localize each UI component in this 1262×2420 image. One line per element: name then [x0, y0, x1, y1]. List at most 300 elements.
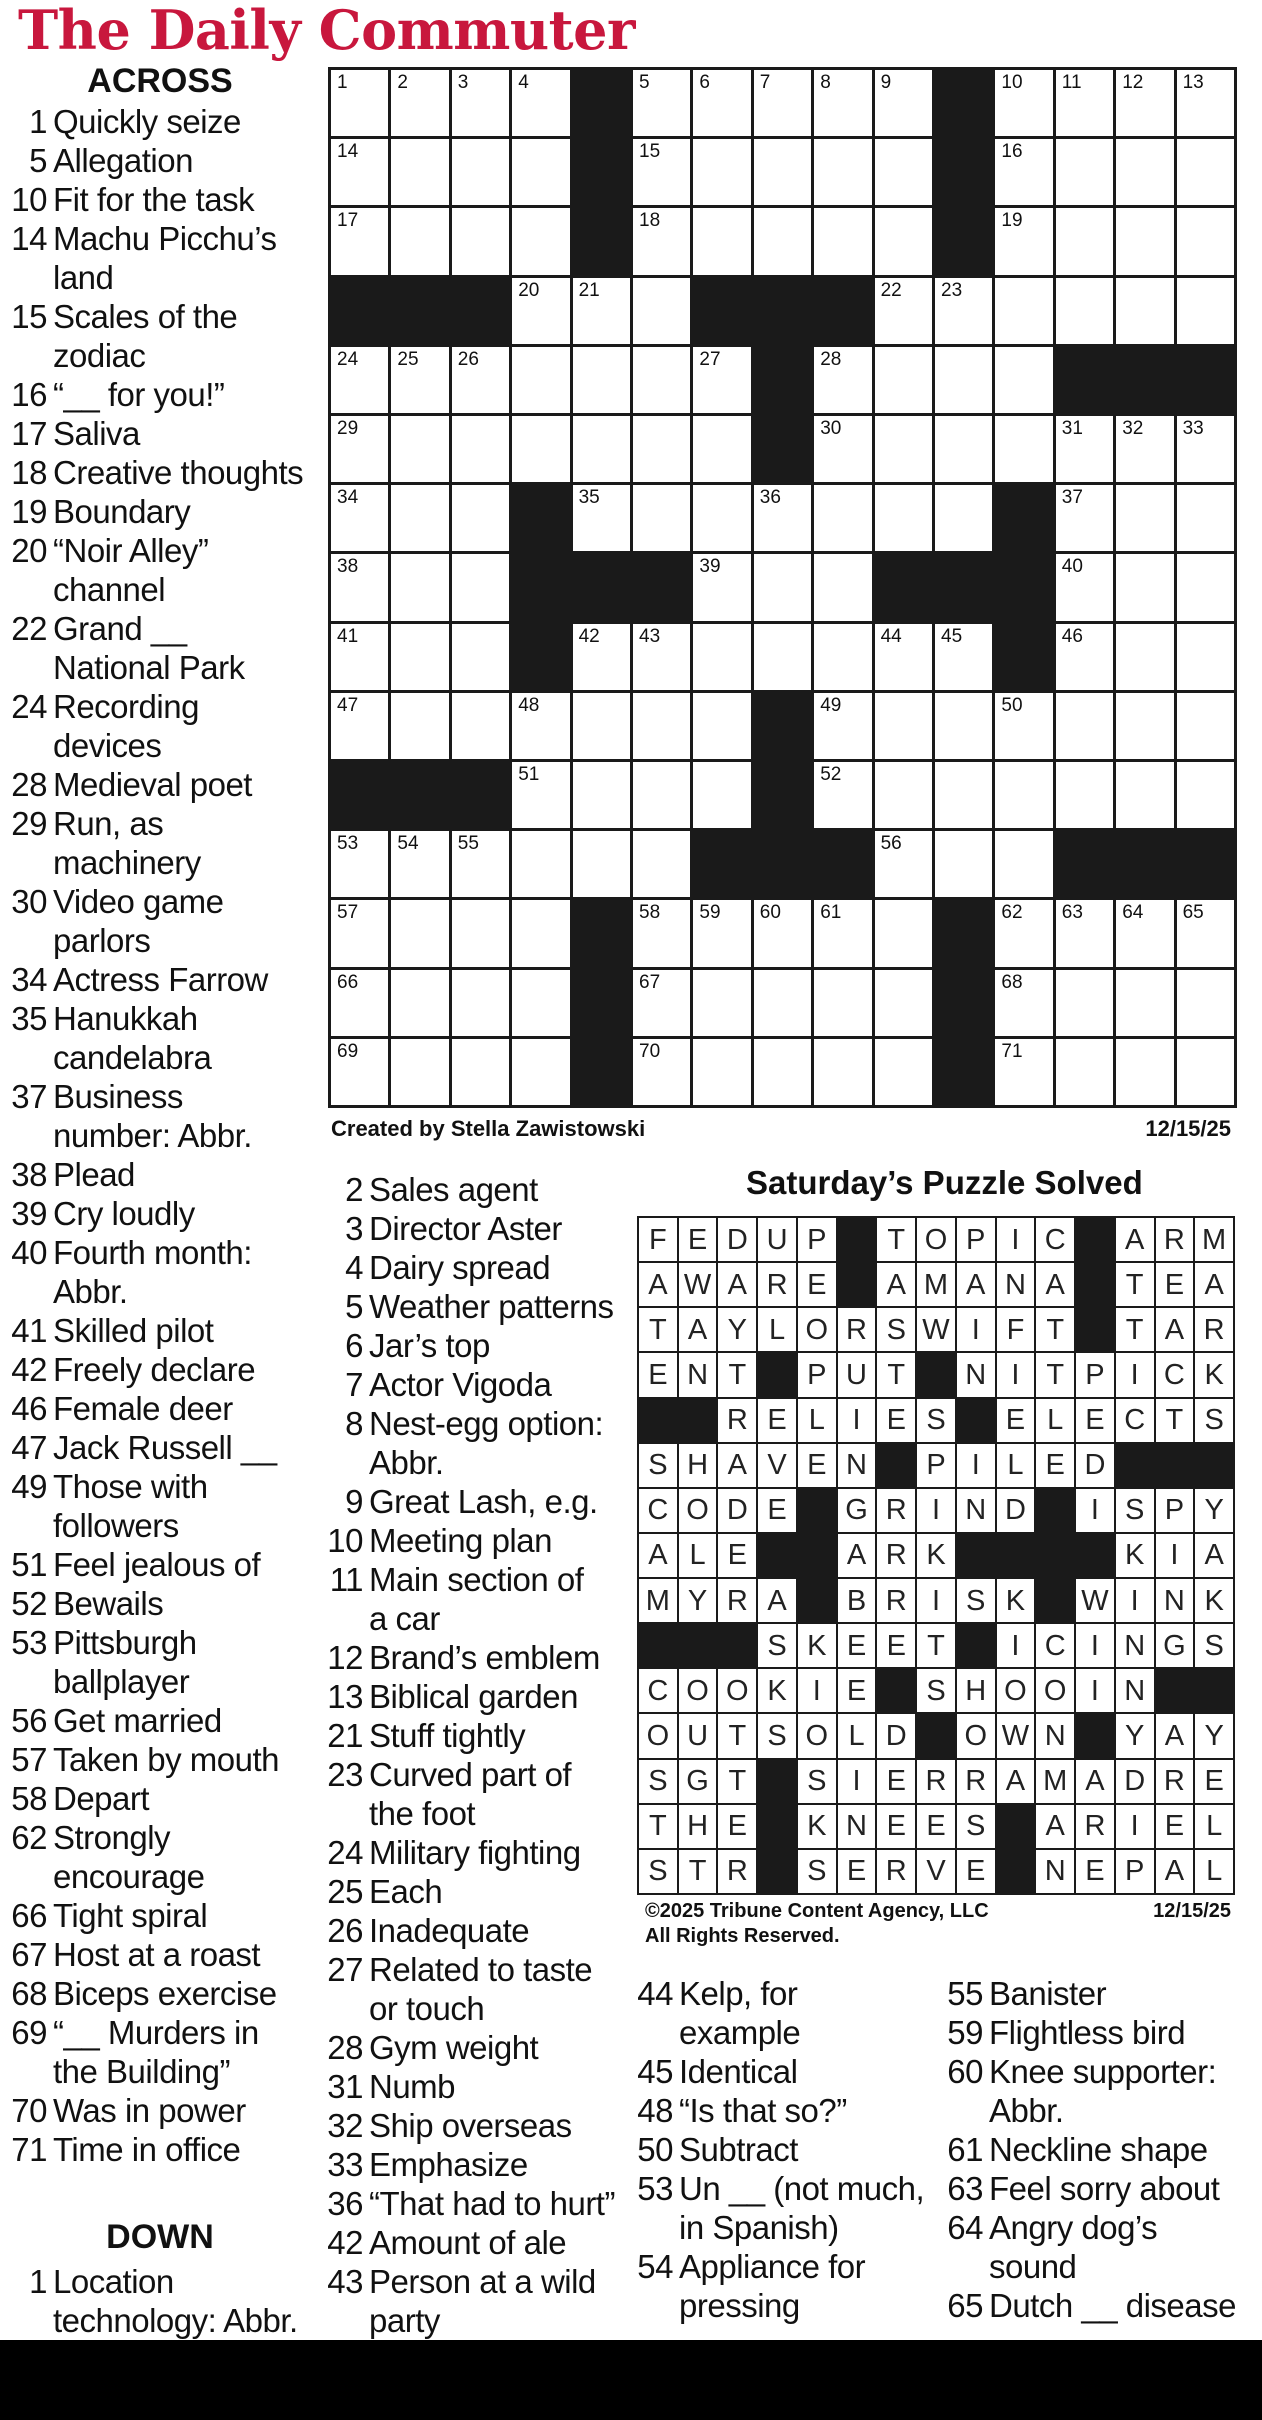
grid-cell[interactable] — [391, 347, 448, 413]
grid-cell[interactable] — [875, 139, 932, 205]
grid-cell[interactable] — [754, 970, 811, 1036]
clue-number: 20 — [11, 532, 47, 569]
grid-cell[interactable] — [1056, 1039, 1113, 1105]
solution-cell — [1076, 1850, 1114, 1893]
grid-cell[interactable] — [875, 485, 932, 551]
grid-cell[interactable] — [814, 624, 871, 690]
grid-cell[interactable] — [331, 693, 388, 759]
grid-cell[interactable] — [935, 693, 992, 759]
grid-cell[interactable] — [452, 900, 509, 966]
grid-cell[interactable] — [1056, 485, 1113, 551]
grid-cell[interactable] — [754, 624, 811, 690]
solution-cell — [997, 1399, 1035, 1442]
cell-number: 8 — [820, 72, 831, 93]
grid-cell[interactable] — [1177, 70, 1234, 136]
grid-cell[interactable] — [573, 693, 630, 759]
solution-cell — [877, 1534, 915, 1577]
grid-cell[interactable] — [1056, 139, 1113, 205]
solution-cell — [679, 1308, 717, 1351]
clue-text: Sales agent — [369, 1171, 538, 1208]
grid-cell[interactable] — [452, 831, 509, 897]
grid-cell[interactable] — [633, 208, 690, 274]
grid-cell[interactable] — [512, 208, 569, 274]
grid-cell[interactable] — [512, 970, 569, 1036]
clue — [8, 180, 254, 219]
grid-cell[interactable] — [512, 900, 569, 966]
grid-cell[interactable] — [452, 485, 509, 551]
clue-text: Saliva — [53, 415, 140, 452]
grid-cell[interactable] — [814, 70, 871, 136]
solution-letter: P — [1124, 1855, 1145, 1888]
grid-cell[interactable] — [754, 485, 811, 551]
solution-cell — [679, 1218, 717, 1261]
grid-cell[interactable] — [935, 485, 992, 551]
grid-cell[interactable] — [875, 970, 932, 1036]
grid-cell[interactable] — [452, 554, 509, 620]
solution-cell — [838, 1579, 876, 1622]
grid-cell[interactable] — [935, 347, 992, 413]
clue-text: Recording devices — [53, 688, 199, 764]
solution-cell — [718, 1263, 756, 1306]
grid-cell[interactable] — [573, 762, 630, 828]
solution-letter: R — [766, 1268, 788, 1301]
grid-cell[interactable] — [1116, 485, 1173, 551]
grid-cell[interactable] — [452, 970, 509, 1036]
grid-cell[interactable] — [814, 900, 871, 966]
black-square — [391, 762, 448, 828]
solution-cell — [718, 1760, 756, 1803]
grid-cell[interactable] — [633, 485, 690, 551]
grid-cell[interactable] — [1056, 278, 1113, 344]
grid-cell[interactable] — [1056, 624, 1113, 690]
grid-cell[interactable] — [331, 1039, 388, 1105]
grid-cell[interactable] — [875, 831, 932, 897]
grid-cell[interactable] — [391, 624, 448, 690]
grid-cell[interactable] — [693, 485, 750, 551]
grid-cell[interactable] — [1116, 900, 1173, 966]
grid-cell[interactable] — [693, 970, 750, 1036]
solution-letter: T — [887, 1223, 906, 1256]
solution-letter: C — [647, 1674, 669, 1707]
cell-number: 33 — [1182, 417, 1204, 439]
grid-cell[interactable] — [512, 347, 569, 413]
grid-cell[interactable] — [331, 831, 388, 897]
solution-cell — [1195, 1399, 1233, 1442]
solution-letter: A — [846, 1539, 867, 1572]
clue-text: Brand’s emblem — [369, 1639, 600, 1676]
clue-text: Those with followers — [53, 1468, 208, 1544]
grid-cell[interactable] — [693, 900, 750, 966]
grid-cell[interactable] — [573, 485, 630, 551]
solution-cell — [838, 1805, 876, 1848]
grid-cell[interactable] — [633, 70, 690, 136]
grid-cell[interactable] — [693, 416, 750, 482]
solution-letter: C — [647, 1494, 669, 1527]
grid-cell[interactable] — [512, 831, 569, 897]
grid-cell[interactable] — [1177, 139, 1234, 205]
grid-cell[interactable] — [1056, 970, 1113, 1036]
grid-cell[interactable] — [995, 70, 1052, 136]
grid-cell[interactable] — [1056, 70, 1113, 136]
grid-cell[interactable] — [512, 139, 569, 205]
grid-cell[interactable] — [391, 970, 448, 1036]
solution-letter: E — [727, 1539, 747, 1572]
grid-cell[interactable] — [1056, 762, 1113, 828]
grid-cell[interactable] — [935, 416, 992, 482]
grid-cell[interactable] — [995, 900, 1052, 966]
grid-cell[interactable] — [331, 554, 388, 620]
clue — [8, 882, 224, 960]
grid-cell[interactable] — [693, 1039, 750, 1105]
clue-number: 34 — [11, 961, 47, 998]
solution-cell — [718, 1850, 756, 1893]
clue — [8, 1584, 163, 1623]
clue — [320, 1950, 592, 2028]
grid-cell[interactable] — [814, 762, 871, 828]
solution-cell — [1036, 1308, 1074, 1351]
grid-cell[interactable] — [1116, 139, 1173, 205]
grid-cell[interactable] — [573, 416, 630, 482]
grid-cell[interactable] — [452, 139, 509, 205]
grid-cell[interactable] — [391, 139, 448, 205]
grid-cell[interactable] — [633, 970, 690, 1036]
grid-cell[interactable] — [1177, 485, 1234, 551]
grid-cell[interactable] — [1177, 900, 1234, 966]
grid-cell[interactable] — [391, 416, 448, 482]
solution-letter: O — [726, 1674, 749, 1707]
grid-cell[interactable] — [1116, 970, 1173, 1036]
solution-cell — [957, 1263, 995, 1306]
grid-cell[interactable] — [1177, 554, 1234, 620]
solution-letter: D — [726, 1494, 748, 1527]
grid-cell[interactable] — [875, 1039, 932, 1105]
solution-letter: E — [807, 1268, 827, 1301]
grid-cell[interactable] — [512, 762, 569, 828]
grid-cell[interactable] — [633, 347, 690, 413]
grid-cell[interactable] — [512, 1039, 569, 1105]
cell-number: 1 — [337, 72, 348, 93]
grid-cell[interactable] — [573, 831, 630, 897]
grid-cell[interactable] — [814, 1039, 871, 1105]
grid-cell[interactable] — [1177, 970, 1234, 1036]
solution-letter: K — [807, 1629, 827, 1662]
grid-cell[interactable] — [995, 347, 1052, 413]
grid-cell[interactable] — [1177, 624, 1234, 690]
grid-cell[interactable] — [754, 554, 811, 620]
grid-cell[interactable] — [633, 900, 690, 966]
grid-cell[interactable] — [331, 416, 388, 482]
grid-cell[interactable] — [995, 831, 1052, 897]
grid-cell[interactable] — [935, 624, 992, 690]
solution-letter: A — [886, 1268, 906, 1301]
clue-number: 49 — [11, 1468, 47, 1505]
grid-cell[interactable] — [391, 693, 448, 759]
grid-cell[interactable] — [633, 762, 690, 828]
clue — [940, 2169, 1219, 2208]
clue-number: 39 — [11, 1195, 47, 1232]
solution-cell — [1116, 1534, 1154, 1577]
grid-cell[interactable] — [633, 139, 690, 205]
clue-text: Plead — [53, 1156, 135, 1193]
solution-letter: N — [965, 1358, 987, 1391]
grid-cell[interactable] — [814, 554, 871, 620]
grid-cell[interactable] — [995, 762, 1052, 828]
grid-cell[interactable] — [875, 693, 932, 759]
grid-cell[interactable] — [452, 1039, 509, 1105]
solution-letter: R — [1163, 1223, 1185, 1256]
black-square — [391, 278, 448, 344]
grid-cell[interactable] — [1116, 208, 1173, 274]
grid-cell[interactable] — [875, 900, 932, 966]
grid-cell[interactable] — [452, 347, 509, 413]
black-square — [935, 970, 992, 1036]
solution-cell — [639, 1489, 677, 1532]
grid-cell[interactable] — [331, 900, 388, 966]
grid-cell[interactable] — [391, 485, 448, 551]
grid-cell[interactable] — [633, 831, 690, 897]
solution-black-square — [917, 1353, 955, 1396]
grid-cell[interactable] — [693, 762, 750, 828]
grid-cell[interactable] — [452, 624, 509, 690]
solution-cell — [639, 1760, 677, 1803]
grid-cell[interactable] — [814, 693, 871, 759]
grid-cell[interactable] — [1116, 278, 1173, 344]
grid-cell[interactable] — [995, 208, 1052, 274]
clue-text: Nest-egg option: Abbr. — [369, 1405, 604, 1481]
clue-number: 52 — [11, 1585, 47, 1622]
grid-cell[interactable] — [573, 624, 630, 690]
grid-cell[interactable] — [1056, 900, 1113, 966]
solution-black-square — [1195, 1669, 1233, 1712]
down-heading: DOWN — [106, 2218, 214, 2256]
solution-cell — [838, 1760, 876, 1803]
grid-cell[interactable] — [1177, 416, 1234, 482]
cell-number: 37 — [1061, 487, 1083, 509]
solution-black-square — [679, 1399, 717, 1442]
grid-cell[interactable] — [814, 139, 871, 205]
grid-cell[interactable] — [391, 831, 448, 897]
grid-cell[interactable] — [693, 554, 750, 620]
solution-cell — [838, 1534, 876, 1577]
cell-number: 26 — [457, 348, 479, 370]
grid-cell[interactable] — [814, 485, 871, 551]
grid-cell[interactable] — [512, 70, 569, 136]
grid-cell[interactable] — [995, 278, 1052, 344]
grid-cell[interactable] — [814, 970, 871, 1036]
grid-cell[interactable] — [331, 347, 388, 413]
grid-cell[interactable] — [1177, 762, 1234, 828]
clue-text: Cry loudly — [53, 1195, 195, 1232]
solution-letter: E — [886, 1765, 906, 1798]
grid-cell[interactable] — [1177, 1039, 1234, 1105]
grid-cell[interactable] — [1116, 1039, 1173, 1105]
solution-cell — [758, 1579, 796, 1622]
solution-cell — [838, 1399, 876, 1442]
clue-number: 21 — [327, 1717, 363, 1754]
black-square — [512, 554, 569, 620]
clue — [8, 219, 277, 297]
solution-black-square — [917, 1714, 955, 1757]
grid-cell[interactable] — [1056, 208, 1113, 274]
grid-cell[interactable] — [754, 900, 811, 966]
black-square — [814, 831, 871, 897]
black-square — [935, 1039, 992, 1105]
solution-cell — [718, 1218, 756, 1261]
grid-cell[interactable] — [512, 693, 569, 759]
grid-cell[interactable] — [1116, 693, 1173, 759]
black-square — [995, 624, 1052, 690]
solution-letter: R — [726, 1584, 748, 1617]
grid-cell[interactable] — [452, 70, 509, 136]
grid-cell[interactable] — [633, 278, 690, 344]
grid-cell[interactable] — [875, 278, 932, 344]
grid-cell[interactable] — [1116, 70, 1173, 136]
cell-number: 20 — [518, 279, 540, 301]
grid-cell[interactable] — [1056, 416, 1113, 482]
grid-cell[interactable] — [693, 70, 750, 136]
solution-letter: I — [1090, 1494, 1099, 1527]
grid-cell[interactable] — [693, 693, 750, 759]
cell-number: 59 — [699, 902, 721, 924]
grid-cell[interactable] — [1116, 624, 1173, 690]
grid-cell[interactable] — [995, 970, 1052, 1036]
grid-cell[interactable] — [391, 208, 448, 274]
grid-cell[interactable] — [391, 900, 448, 966]
grid-cell[interactable] — [391, 70, 448, 136]
puzzle-date: 12/15/25 — [1145, 1116, 1231, 1141]
solution-rights: All Rights Reserved. — [645, 1925, 840, 1947]
grid-cell[interactable] — [512, 416, 569, 482]
clue — [8, 1935, 260, 1974]
grid-cell[interactable] — [633, 1039, 690, 1105]
grid-cell[interactable] — [995, 1039, 1052, 1105]
clue — [8, 1077, 252, 1155]
grid-cell[interactable] — [814, 208, 871, 274]
grid-cell[interactable] — [1116, 554, 1173, 620]
solution-cell — [798, 1399, 836, 1442]
grid-cell[interactable] — [1116, 416, 1173, 482]
solution-cell — [1036, 1353, 1074, 1396]
grid-cell[interactable] — [452, 208, 509, 274]
solution-cell — [758, 1714, 796, 1757]
grid-cell[interactable] — [1056, 693, 1113, 759]
solution-cell — [1036, 1805, 1074, 1848]
cell-number: 31 — [1061, 417, 1083, 439]
clue-number: 61 — [947, 2131, 983, 2168]
grid-cell[interactable] — [875, 416, 932, 482]
cell-number: 34 — [337, 487, 359, 509]
grid-cell[interactable] — [512, 278, 569, 344]
grid-cell[interactable] — [331, 970, 388, 1036]
clue-text: Neckline shape — [989, 2131, 1208, 2168]
grid-cell[interactable] — [391, 1039, 448, 1105]
solution-cell — [917, 1399, 955, 1442]
grid-cell[interactable] — [573, 278, 630, 344]
grid-cell[interactable] — [573, 347, 630, 413]
grid-cell[interactable] — [331, 208, 388, 274]
grid-cell[interactable] — [1177, 278, 1234, 344]
grid-cell[interactable] — [633, 624, 690, 690]
solution-cell — [679, 1850, 717, 1893]
grid-cell[interactable] — [633, 693, 690, 759]
clue-text: Dutch __ disease — [989, 2287, 1236, 2324]
grid-cell[interactable] — [754, 70, 811, 136]
clue — [8, 1779, 149, 1818]
clue-number: 23 — [327, 1756, 363, 1793]
grid-cell[interactable] — [693, 208, 750, 274]
black-square — [1116, 831, 1173, 897]
grid-cell[interactable] — [452, 416, 509, 482]
clue — [320, 1638, 600, 1677]
solution-letter: A — [1204, 1539, 1224, 1572]
grid-cell[interactable] — [1056, 554, 1113, 620]
grid-cell[interactable] — [875, 347, 932, 413]
grid-cell[interactable] — [693, 624, 750, 690]
grid-cell[interactable] — [693, 139, 750, 205]
clue — [320, 2028, 538, 2067]
grid-cell[interactable] — [935, 831, 992, 897]
solution-black-square — [957, 1534, 995, 1577]
grid-cell[interactable] — [633, 416, 690, 482]
grid-cell[interactable] — [875, 70, 932, 136]
grid-cell[interactable] — [875, 208, 932, 274]
clue-text: Allegation — [53, 142, 193, 179]
grid-cell[interactable] — [331, 139, 388, 205]
clue-text: “__ Murders in the Building” — [53, 2014, 259, 2090]
clue — [320, 1755, 571, 1833]
solution-black-square — [997, 1805, 1035, 1848]
crossword-grid[interactable] — [328, 67, 1237, 1108]
grid-cell[interactable] — [995, 139, 1052, 205]
clue-text: Un __ (not much, in Spanish) — [679, 2170, 925, 2246]
clue-number: 65 — [947, 2287, 983, 2324]
grid-cell[interactable] — [754, 1039, 811, 1105]
grid-cell[interactable] — [935, 762, 992, 828]
clue-text: Was in power — [53, 2092, 246, 2129]
grid-cell[interactable] — [814, 347, 871, 413]
grid-cell[interactable] — [391, 554, 448, 620]
solution-cell — [877, 1714, 915, 1757]
grid-cell[interactable] — [693, 347, 750, 413]
solution-letter: E — [1164, 1810, 1185, 1843]
grid-cell[interactable] — [814, 416, 871, 482]
grid-cell[interactable] — [1177, 693, 1234, 759]
grid-cell[interactable] — [331, 485, 388, 551]
solution-cell — [1116, 1399, 1154, 1442]
grid-cell[interactable] — [331, 70, 388, 136]
grid-cell[interactable] — [1177, 208, 1234, 274]
clue — [8, 414, 140, 453]
grid-cell[interactable] — [875, 624, 932, 690]
grid-cell[interactable] — [1116, 762, 1173, 828]
grid-cell[interactable] — [754, 208, 811, 274]
clue — [8, 2013, 259, 2091]
grid-cell[interactable] — [995, 416, 1052, 482]
grid-cell[interactable] — [331, 624, 388, 690]
solution-cell — [1156, 1714, 1194, 1757]
grid-cell[interactable] — [935, 278, 992, 344]
solution-letter: N — [1124, 1674, 1146, 1707]
solution-letter: Y — [687, 1584, 708, 1617]
grid-cell[interactable] — [875, 762, 932, 828]
solution-cell — [1036, 1714, 1074, 1757]
clue — [8, 1311, 213, 1350]
grid-cell[interactable] — [754, 139, 811, 205]
grid-cell[interactable] — [452, 693, 509, 759]
grid-cell[interactable] — [995, 693, 1052, 759]
solution-letter: R — [726, 1855, 748, 1888]
solution-cell — [877, 1263, 915, 1306]
